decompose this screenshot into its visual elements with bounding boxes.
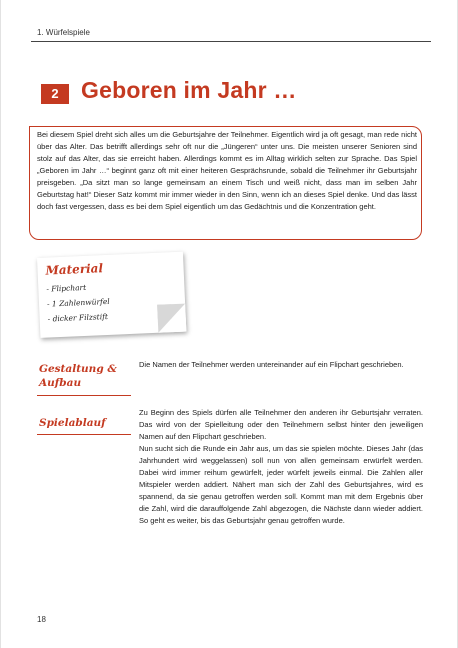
material-heading: Material — [45, 261, 104, 278]
page-curl — [157, 304, 186, 333]
spielablauf-paragraph-1: Zu Beginn des Spiels dürfen alle Teilnehmer den anderen ihr Geburtsjahr verraten. Das wird von der Spielleitung oder den Teilnehmern selbst hinter den jeweiligen Namen auf den Flipchart geschrieben. — [139, 408, 423, 441]
gestaltung-label: Gestaltung & Aufbau — [39, 363, 117, 389]
gestaltung-text: Die Namen der Teilnehmer werden untereinander auf ein Flipchart geschrieben. — [139, 360, 404, 369]
page-number: 18 — [37, 615, 46, 624]
running-head: 1. Würfelspiele — [37, 28, 90, 37]
header-rule — [31, 41, 431, 42]
material-note — [37, 252, 186, 338]
material-item-flipchart: - Flipchart — [46, 282, 87, 294]
spielablauf-rule — [37, 434, 131, 435]
chapter-number-badge: 2 — [41, 84, 69, 104]
intro-paragraph: Bei diesem Spiel dreht sich alles um die Geburtsjahre der Teilnehmer. Eigentlich wird ja oft gesagt, man rede nicht über das Alter. Das betrifft allerdings sehr oft nur die „Jüngeren“ unter uns. Die meisten unserer Senioren sind stolz auf das Alter, das sie erreicht haben. Allerdings kommt es im Alltag wirklich selten zur Sprache. Das Spiel „Geboren im Jahr …“ beginnt ganz oft mit einer heiteren Gesprächsrunde, sobald die Teilnehmer ihr Geburtsjahr preisgeben. „Da sitzt man so lange gemeinsam an einem Tisch und weiß nicht, dass man im selben Jahr Geburtstag hat!“ Dieser Satz kommt mir immer wieder in den Sinn, wenn ich an dieses Spiel denke. Und das lässt doch fast vergessen, dass es bei dem Spiel eigentlich um das Gedächtnis und die Konzentration geht. — [37, 130, 417, 211]
gestaltung-rule — [37, 395, 131, 396]
chapter-title: Geboren im Jahr … — [81, 77, 297, 103]
material-item-marker: - dicker Filzstift — [47, 311, 109, 324]
material-item-dice: - 1 Zahlenwürfel — [46, 296, 110, 309]
spielablauf-paragraph-2: Nun sucht sich die Runde ein Jahr aus, um das sie spielen möchte. Dieses Jahr (das Jahrhundert wird weggelassen) soll nun von allen gemeinsam erwürfelt werden. Dabei wird immer reihum gewürfelt, jeder würfelt jeweils einmal. Die Zahlen aller Mitspieler werden addiert. Nähert man sich der Zahl des Geburtsjahres, wird es spannend, da sie genau getroffen werden soll. Kommt man mit dem Ergebnis über die Zahl, wird die darauffolgende Zahl abgezogen, die Nächste dann wieder addiert. So geht es weiter, bis das Geburtsjahr genau getroffen wurde. — [139, 444, 423, 525]
spielablauf-label: Spielablauf — [39, 417, 106, 429]
